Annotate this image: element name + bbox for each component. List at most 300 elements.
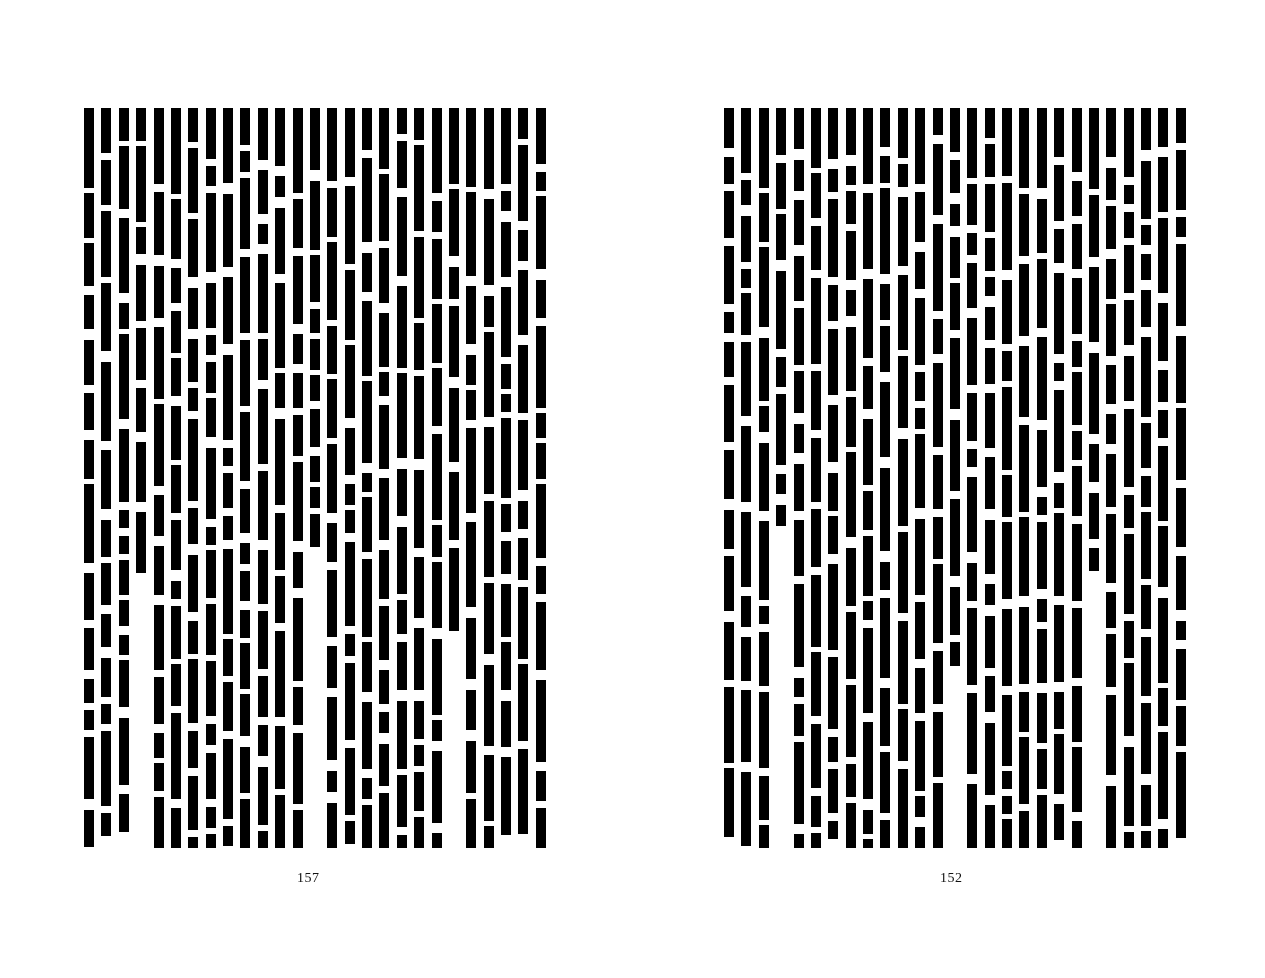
text-column [188,108,198,848]
word-glyph [171,199,181,259]
word-glyph [794,520,804,576]
text-column [863,108,873,848]
word-glyph [119,660,129,707]
word-glyph [345,484,355,505]
word-glyph [880,598,890,678]
word-glyph [379,550,389,599]
word-glyph [188,508,198,544]
word-glyph [466,428,476,513]
word-glyph [449,548,459,631]
word-glyph [258,831,268,848]
word-glyph [1176,150,1186,210]
word-glyph [1141,585,1151,629]
word-glyph [1002,183,1012,270]
word-glyph [1124,185,1134,204]
word-glyph [119,303,129,329]
word-glyph [84,737,94,799]
word-glyph [1124,356,1134,401]
word-glyph [501,584,511,637]
word-glyph [1141,423,1151,468]
word-glyph [414,323,424,370]
word-glyph [794,160,804,191]
word-glyph [898,108,908,158]
word-glyph [898,709,908,761]
word-glyph [1089,493,1099,539]
word-glyph [84,710,94,730]
vertical-text-block [724,108,1186,848]
word-glyph [345,748,355,815]
word-glyph [1158,598,1168,683]
word-glyph [258,254,268,333]
word-glyph [1019,737,1029,804]
text-column [206,108,216,848]
word-glyph [985,723,995,795]
word-glyph [933,224,943,311]
word-glyph [1176,706,1186,746]
word-glyph [397,469,407,516]
word-glyph [379,108,389,169]
text-column [1037,108,1047,848]
word-glyph [1037,795,1047,848]
word-glyph [1089,444,1099,482]
word-glyph [275,373,285,408]
word-glyph [293,373,303,408]
word-glyph [915,108,925,184]
word-glyph [1002,387,1012,470]
text-column [536,108,546,848]
word-glyph [811,108,821,168]
word-glyph [794,834,804,848]
word-glyph [84,108,94,188]
word-glyph [1072,431,1082,460]
word-glyph [501,222,511,277]
word-glyph [828,737,838,762]
word-glyph [985,805,995,848]
word-glyph [275,795,285,848]
word-glyph [1124,409,1134,487]
word-glyph [345,270,355,340]
word-glyph [223,739,233,819]
word-glyph [240,178,250,249]
word-glyph [811,652,821,716]
word-glyph [154,763,164,791]
text-column [310,108,320,848]
word-glyph [310,375,320,401]
word-glyph [776,163,786,209]
word-glyph [776,357,786,387]
word-glyph [1054,273,1064,354]
word-glyph [223,108,233,183]
word-glyph [223,473,233,508]
word-glyph [501,418,511,498]
word-glyph [985,520,995,574]
word-glyph [536,602,546,670]
word-glyph [432,239,442,299]
word-glyph [933,455,943,509]
word-glyph [136,227,146,254]
text-column [171,108,181,848]
word-glyph [362,805,372,848]
word-glyph [776,214,786,260]
word-glyph [136,146,146,222]
word-glyph [327,108,337,181]
word-glyph [1124,832,1134,848]
word-glyph [794,308,804,365]
word-glyph [154,495,164,536]
word-glyph [1106,454,1116,507]
word-glyph [1002,819,1012,848]
word-glyph [898,356,908,428]
text-column [101,108,111,848]
word-glyph [1037,599,1047,622]
word-glyph [759,776,769,820]
word-glyph [397,642,407,690]
word-glyph [101,658,111,697]
word-glyph [171,520,181,570]
word-glyph [967,693,977,774]
word-glyph [293,733,303,804]
word-glyph [759,825,769,848]
word-glyph [206,283,216,328]
word-glyph [188,419,198,501]
word-glyph [1019,194,1029,256]
word-glyph [1141,637,1151,696]
text-column [811,108,821,848]
word-glyph [1072,108,1082,172]
word-glyph [119,794,129,832]
word-glyph [1141,703,1151,774]
word-glyph [759,632,769,686]
word-glyph [501,757,511,835]
word-glyph [1106,304,1116,356]
word-glyph [154,733,164,758]
word-glyph [345,821,355,844]
word-glyph [432,434,442,520]
word-glyph [1158,446,1168,521]
word-glyph [518,538,528,580]
word-glyph [206,807,216,828]
word-glyph [310,409,320,447]
word-glyph [449,108,459,184]
word-glyph [518,345,528,413]
word-glyph [466,522,476,607]
word-glyph [414,745,424,766]
word-glyph [846,327,856,391]
word-glyph [1072,686,1082,742]
word-glyph [206,550,216,598]
text-column [967,108,977,848]
word-glyph [950,338,960,409]
word-glyph [794,584,804,667]
word-glyph [206,724,216,745]
word-glyph [258,339,268,380]
word-glyph [101,563,111,605]
word-glyph [1002,351,1012,381]
word-glyph [915,668,925,713]
word-glyph [84,295,94,329]
word-glyph [863,279,873,358]
word-glyph [1019,607,1029,684]
word-glyph [362,778,372,799]
text-column [828,108,838,848]
word-glyph [397,108,407,134]
word-glyph [846,685,856,757]
word-glyph [950,237,960,278]
word-glyph [84,628,94,670]
word-glyph [1002,522,1012,599]
text-column [223,108,233,848]
word-glyph [84,340,94,385]
word-glyph [258,224,268,244]
word-glyph [811,438,821,502]
word-glyph [327,771,337,792]
text-column [794,108,804,848]
word-glyph [379,405,389,469]
word-glyph [846,548,856,606]
word-glyph [240,799,250,848]
word-glyph [828,821,838,839]
word-glyph [828,285,838,321]
word-glyph [119,635,129,655]
word-glyph [119,429,129,502]
word-glyph [101,813,111,836]
word-glyph [811,278,821,364]
text-column [379,108,389,848]
word-glyph [846,803,856,848]
word-glyph [240,108,250,145]
word-glyph [518,230,528,261]
word-glyph [794,464,804,511]
word-glyph [863,193,873,269]
word-glyph [759,247,769,327]
word-glyph [414,772,424,811]
text-column [1176,108,1186,848]
word-glyph [863,419,873,485]
word-glyph [397,835,407,848]
text-column [846,108,856,848]
word-glyph [206,527,216,545]
word-glyph [223,194,233,267]
word-glyph [741,596,751,627]
word-glyph [967,784,977,848]
word-glyph [518,664,528,741]
word-glyph [1037,497,1047,515]
word-glyph [1106,259,1116,299]
word-glyph [950,283,960,330]
text-column [397,108,407,848]
word-glyph [1141,337,1151,417]
word-glyph [1176,556,1186,610]
word-glyph [466,741,476,793]
word-glyph [154,677,164,724]
word-glyph [119,560,129,595]
word-glyph [1176,752,1186,838]
word-glyph [741,216,751,262]
word-glyph [258,471,268,540]
word-glyph [362,642,372,692]
word-glyph [1124,747,1134,826]
word-glyph [293,199,303,248]
word-glyph [206,166,216,186]
word-glyph [258,725,268,756]
word-glyph [933,517,943,559]
word-glyph [101,520,111,557]
word-glyph [741,108,751,173]
word-glyph [1141,108,1151,150]
word-glyph [206,362,216,393]
word-glyph [206,834,216,848]
word-glyph [846,191,856,224]
text-column [154,108,164,848]
word-glyph [518,501,528,529]
word-glyph [379,372,389,396]
word-glyph [119,218,129,293]
text-column [933,108,943,848]
word-glyph [171,664,181,706]
text-column [345,108,355,848]
word-glyph [84,393,94,430]
word-glyph [188,388,198,411]
word-glyph [188,108,198,142]
word-glyph [466,108,476,187]
word-glyph [223,549,233,634]
word-glyph [933,319,943,354]
word-glyph [759,443,769,511]
word-glyph [258,611,268,669]
word-glyph [501,364,511,389]
word-glyph [880,468,890,551]
word-glyph [414,108,424,140]
word-glyph [1176,108,1186,143]
word-glyph [466,192,476,276]
word-glyph [327,242,337,320]
word-glyph [1002,695,1012,766]
word-glyph [1124,108,1134,177]
word-glyph [188,621,198,654]
word-glyph [1176,621,1186,640]
word-glyph [828,564,838,650]
text-column [1124,108,1134,848]
word-glyph [432,525,442,557]
word-glyph [136,388,146,432]
word-glyph [484,501,494,577]
word-glyph [293,462,303,541]
word-glyph [449,388,459,462]
word-glyph [258,676,268,717]
word-glyph [1106,414,1116,444]
word-glyph [293,108,303,193]
word-glyph [136,108,146,141]
word-glyph [967,393,977,441]
word-glyph [741,690,751,762]
word-glyph [1054,483,1064,508]
word-glyph [275,631,285,717]
word-glyph [794,371,804,413]
word-glyph [501,287,511,357]
word-glyph [776,474,786,494]
word-glyph [1072,224,1082,269]
text-column [1141,108,1151,848]
word-glyph [154,108,164,184]
word-glyph [240,151,250,172]
word-glyph [101,362,111,441]
word-glyph [933,712,943,777]
word-glyph [863,366,873,409]
word-glyph [536,326,546,408]
text-column [327,108,337,848]
word-glyph [759,406,769,432]
word-glyph [188,288,198,329]
word-glyph [898,769,908,848]
word-glyph [362,473,372,492]
word-glyph [84,679,94,703]
word-glyph [933,564,943,643]
word-glyph [967,108,977,178]
text-column [1019,108,1029,848]
text-column [258,108,268,848]
word-glyph [536,443,546,479]
word-glyph [967,184,977,225]
word-glyph [724,687,734,763]
word-glyph [811,509,821,567]
text-column [484,108,494,848]
word-glyph [846,764,856,797]
word-glyph [967,263,977,308]
word-glyph [1141,785,1151,826]
vertical-text-block [84,108,546,848]
word-glyph [414,470,424,548]
word-glyph [501,394,511,412]
word-glyph [258,767,268,825]
text-column [518,108,528,848]
word-glyph [188,837,198,848]
word-glyph [536,172,546,191]
word-glyph [293,810,303,848]
word-glyph [1124,621,1134,658]
word-glyph [484,199,494,285]
word-glyph [310,181,320,250]
text-column [84,108,94,848]
word-glyph [1089,195,1099,257]
word-glyph [171,713,181,799]
text-column [776,108,786,848]
word-glyph [898,197,908,266]
word-glyph [794,256,804,301]
text-column [119,108,129,848]
word-glyph [776,394,786,465]
word-glyph [518,749,528,834]
word-glyph [880,156,890,183]
word-glyph [136,442,146,502]
word-glyph [379,744,389,786]
word-glyph [724,450,734,499]
word-glyph [880,382,890,457]
word-glyph [1158,829,1168,848]
word-glyph [171,406,181,460]
word-glyph [880,820,890,848]
word-glyph [985,457,995,509]
word-glyph [310,456,320,482]
word-glyph [724,556,734,611]
text-column [915,108,925,848]
word-glyph [275,176,285,197]
right-page [632,0,1265,978]
word-glyph [863,491,873,530]
word-glyph [741,293,751,335]
word-glyph [345,186,355,264]
word-glyph [432,201,442,232]
word-glyph [1124,534,1134,614]
